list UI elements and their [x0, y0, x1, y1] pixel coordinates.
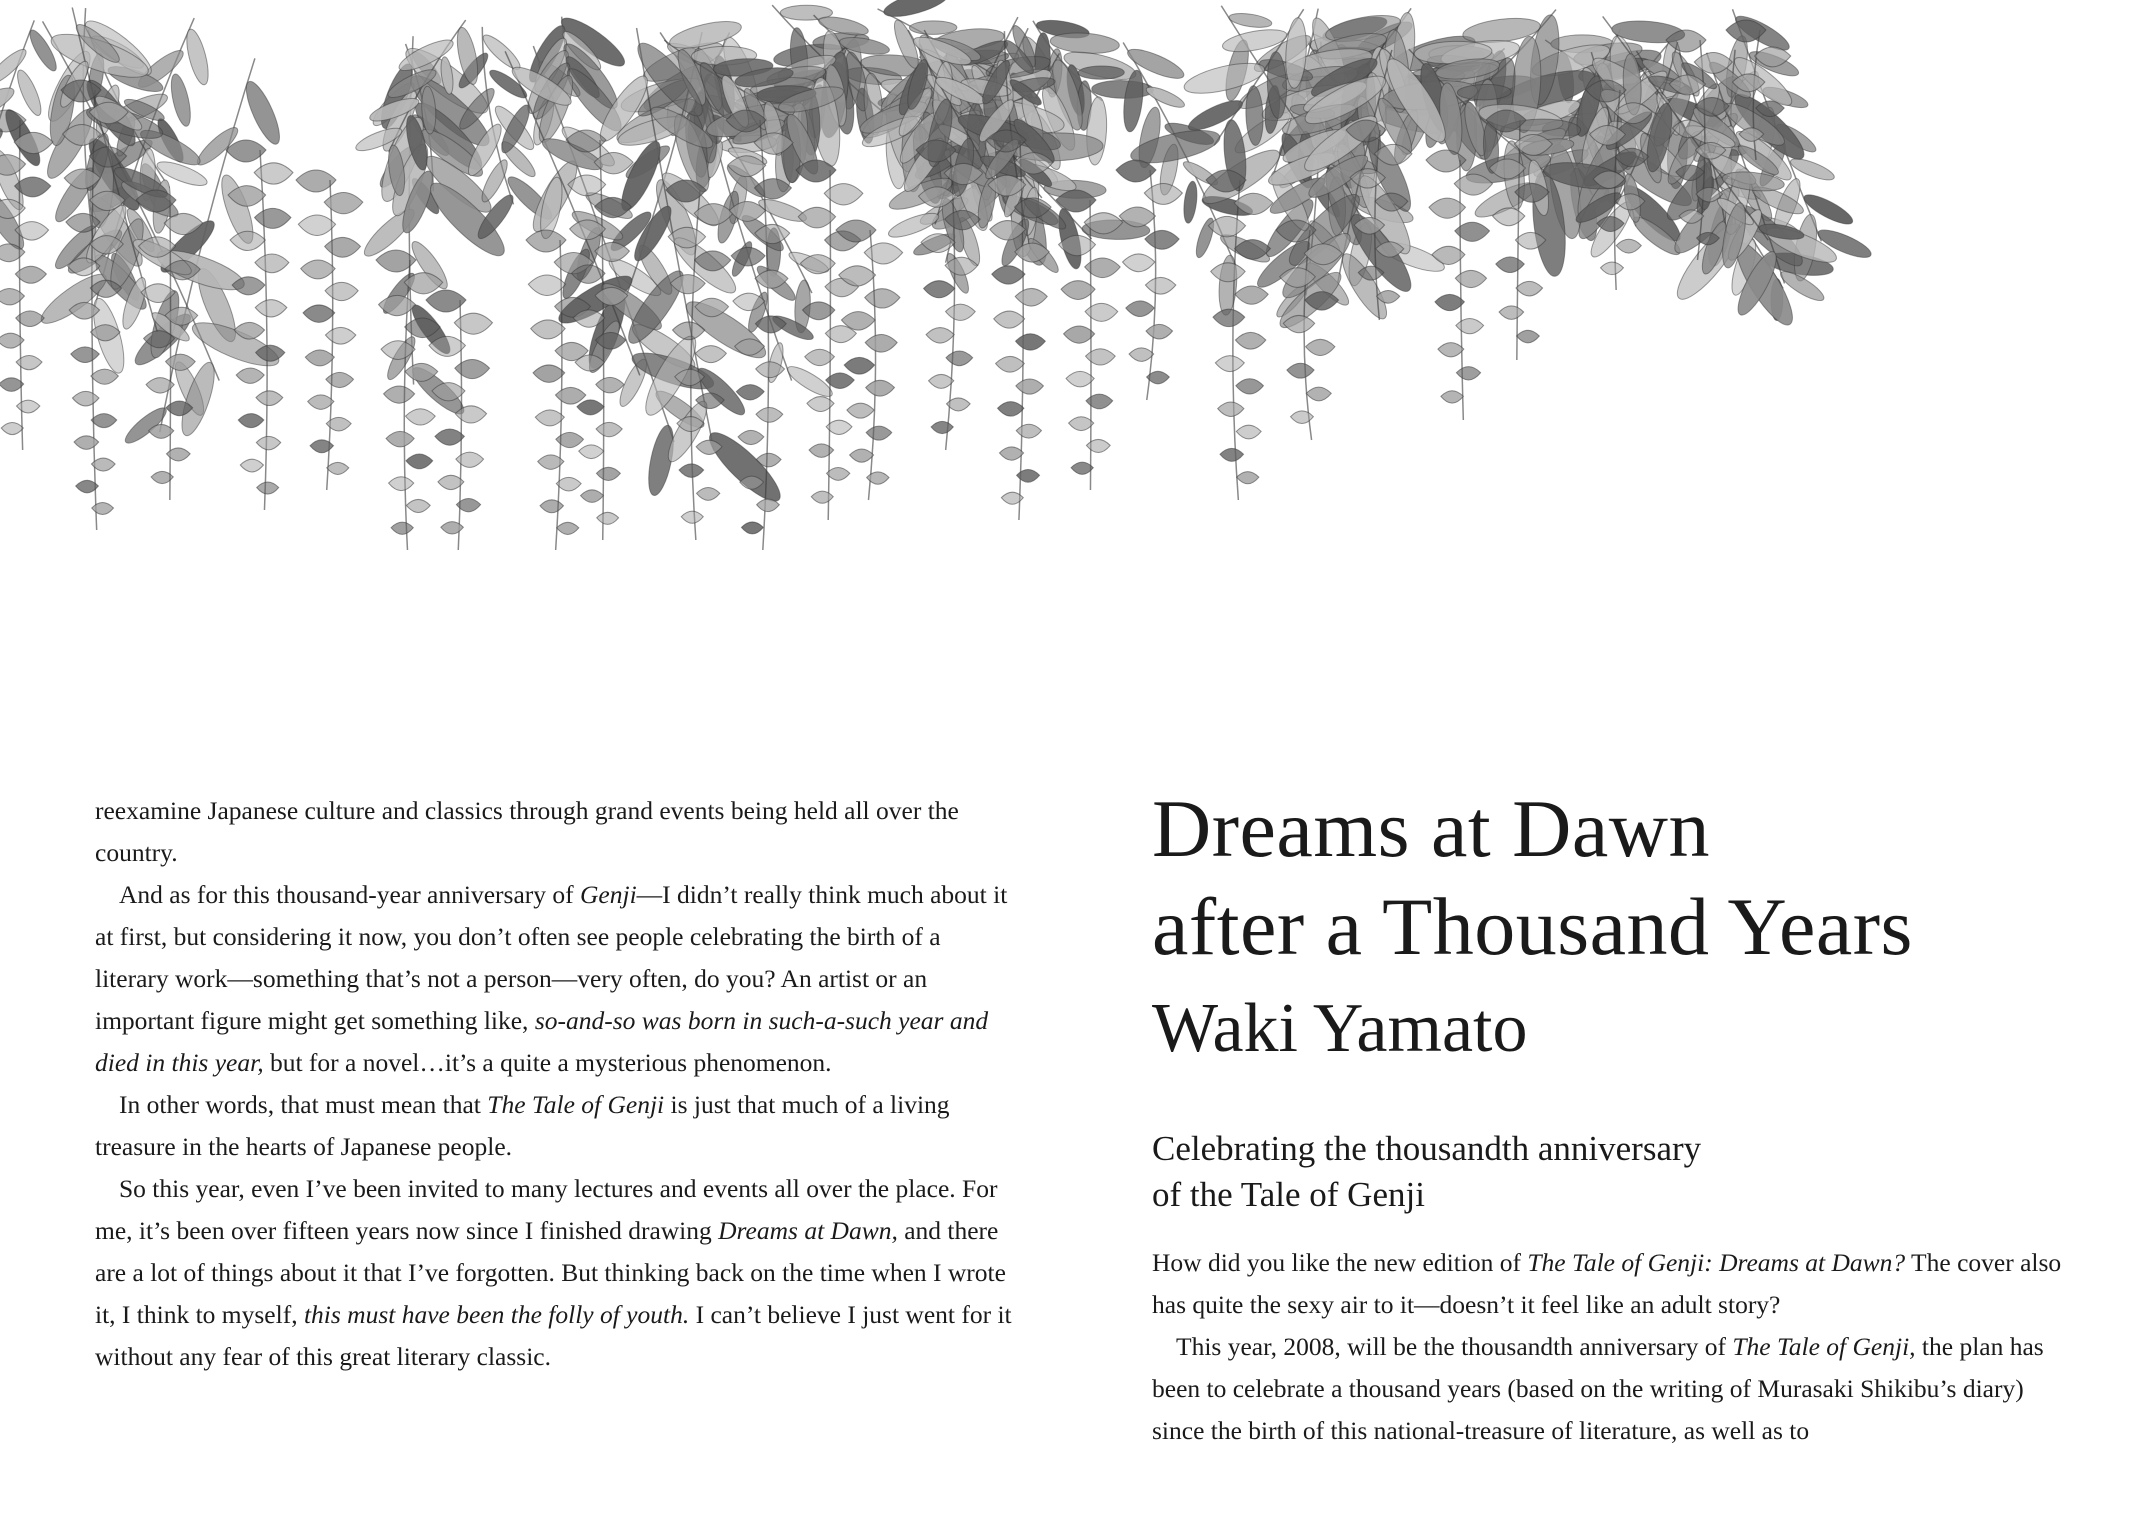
blossom-petal [74, 436, 99, 450]
italic-text: so-and-so was born in such-a-such year and died in this year, [95, 1006, 989, 1077]
blossom-petal [931, 421, 953, 433]
blossom-petal [230, 231, 265, 250]
blossom-petal [308, 395, 334, 409]
blossom-petal [1015, 288, 1047, 306]
blossom-petal [946, 351, 973, 366]
blossom-petal [257, 482, 279, 494]
leaf-shape [1078, 66, 1125, 80]
blossom-petal [681, 511, 703, 523]
blossom-petal [301, 260, 336, 279]
blossom-petal [255, 300, 287, 317]
text-run: In other words, that must mean that [119, 1090, 488, 1119]
leaf-shape [1182, 181, 1199, 224]
leaf-shape [240, 78, 286, 148]
blossom-petal [1218, 402, 1244, 416]
blossom-petal [736, 385, 764, 400]
blossom-petal [1086, 349, 1116, 365]
blossom-petal [1016, 334, 1046, 350]
blossom-petal [255, 254, 289, 273]
blossom-petal [298, 215, 335, 235]
italic-text: Genji [580, 880, 637, 909]
blossom-petal [1208, 216, 1245, 236]
text-run: I can’t believe I just went for it without any fear of this great literary classic. [95, 1300, 1012, 1371]
leaf-shape [182, 27, 212, 87]
wisteria-illustration-icon [0, 0, 2133, 570]
blossom-petal [255, 208, 291, 228]
blossom-petal [929, 374, 954, 388]
blossom-petal [1456, 367, 1480, 380]
blossom-petal [1016, 379, 1044, 394]
blossom-petal [695, 346, 726, 363]
blossom-petal [924, 281, 955, 298]
left-paragraph [95, 1168, 1015, 1378]
blossom-petal [1616, 239, 1641, 253]
text-run: How did you like the new edition of [1152, 1248, 1528, 1277]
blossom-petal [535, 410, 564, 426]
blossom-petal [741, 522, 763, 534]
blossom-petal [577, 400, 604, 415]
text-run: but for a novel…it’s a quite a mysterious phenomenon. [263, 1048, 832, 1077]
essay-author: Waki Yamato [1152, 990, 1528, 1067]
blossom-petal [456, 452, 484, 467]
text-run: And as for this thousand-year anniversary of [119, 880, 580, 909]
blossom-petal [72, 391, 99, 406]
right-column-text [1152, 1242, 2072, 1452]
right-paragraph [1152, 1326, 2072, 1452]
blossom-petal [555, 387, 585, 404]
blossom-petal [1129, 348, 1154, 362]
blossom-petal [1236, 425, 1261, 439]
blossom-petal [238, 414, 264, 428]
blossom-petal [305, 350, 334, 366]
text-run: This year, 2008, will be the thousandth anniversary of [1176, 1332, 1733, 1361]
blossom-petal [864, 243, 902, 264]
blossom-petal [850, 449, 874, 462]
leaf-shape [188, 314, 284, 374]
italic-text: The Tale of Genji, [1732, 1332, 1916, 1361]
blossom-petal [406, 499, 430, 512]
blossom-petal [596, 422, 622, 436]
blossom-petal [1456, 319, 1484, 334]
blossom-petal [581, 490, 604, 503]
text-run: the plan has been to celebrate a thousand years (based on the writing of Murasaki Shikibu’s diary) since the birth of this national-treasure of literature, as well as to [1152, 1332, 2044, 1445]
blossom-petal [391, 522, 413, 534]
blossom-petal [579, 445, 604, 459]
blossom-petal [996, 356, 1025, 372]
blossom-petal [1215, 356, 1244, 372]
blossom-petal [254, 163, 293, 184]
blossom-petal [1435, 294, 1465, 310]
blossom-petal [679, 464, 704, 478]
blossom-petal [1236, 379, 1264, 394]
blossom-petal [71, 347, 99, 363]
blossom-petal [540, 500, 564, 513]
blossom-petal [256, 391, 283, 406]
text-run: So this year, even I’ve been invited to many lectures and events all over the place. For me, it’s been over fifteen years now since I finished drawing [95, 1174, 998, 1245]
italic-text: this must have been the folly of youth. [303, 1300, 690, 1329]
text-run: The cover also has quite the sexy air to it—doesn’t it feel like an adult story? [1152, 1248, 2062, 1319]
blossom-petal [866, 426, 892, 440]
blossom-petal [1306, 387, 1331, 401]
blossom-petal [0, 155, 26, 176]
stem-line [1460, 160, 1463, 420]
blossom-petal [811, 491, 833, 503]
leaf-shape [13, 67, 45, 118]
blossom-petal [926, 328, 954, 344]
blossom-petal [325, 327, 355, 344]
blossom-petal [994, 311, 1025, 328]
blossom-petal [999, 447, 1023, 460]
blossom-petal [1237, 472, 1259, 484]
leaf-shape [26, 27, 61, 74]
blossom-petal [756, 407, 783, 422]
blossom-petal [325, 237, 361, 257]
right-paragraph [1152, 1242, 2072, 1326]
blossom-petal [240, 459, 263, 472]
blossom-petal [0, 378, 24, 392]
blossom-petal [1126, 301, 1154, 317]
leaf-shape [881, 0, 950, 22]
blossom-petal [1064, 326, 1095, 343]
blossom-petal [455, 359, 490, 378]
leaf-shape [1092, 80, 1154, 99]
blossom-petal [946, 304, 976, 320]
left-paragraph [95, 874, 1015, 1084]
text-run: and there are a lot of things about it that I’ve forgotten. But thinking back on the time when I wrote it, I think to myself, [95, 1216, 1006, 1329]
blossom-petal [1516, 281, 1543, 296]
blossom-petal [91, 414, 117, 428]
wisteria-illustration [0, 0, 2133, 570]
blossom-petal [596, 467, 620, 480]
left-column-text [95, 790, 1015, 1378]
blossom-petal [1146, 324, 1173, 339]
blossom-petal [406, 454, 433, 469]
essay-title-line-2: after a Thousand Years [1152, 881, 1913, 972]
essay-title [1152, 780, 2072, 976]
blossom-petal [531, 320, 566, 339]
blossom-petal [406, 409, 436, 425]
leaf-shape [909, 21, 957, 35]
blossom-petal [1211, 263, 1246, 282]
blossom-petal [236, 368, 264, 383]
blossom-petal [844, 357, 874, 374]
blossom-petal [1, 422, 23, 434]
blossom-petal [303, 305, 335, 322]
blossom-petal [16, 400, 39, 413]
blossom-petal [533, 365, 565, 382]
italic-text: Dreams at Dawn, [718, 1216, 898, 1245]
blossom-petal [1213, 309, 1245, 326]
blossom-petal [435, 429, 465, 445]
blossom-petal [384, 386, 415, 403]
blossom-petal [1499, 306, 1524, 320]
blossom-petal [1306, 339, 1335, 355]
blossom-petal [1220, 448, 1244, 461]
blossom-petal [386, 431, 414, 447]
blossom-petal [256, 436, 280, 449]
italic-text: The Tale of Genji [487, 1090, 665, 1119]
blossom-petal [1496, 257, 1524, 273]
blossom-petal [596, 377, 624, 393]
blossom-petal [0, 289, 24, 305]
leaf-shape [167, 72, 194, 127]
right-column [1152, 780, 2072, 1452]
blossom-petal [1066, 371, 1094, 387]
text-run: reexamine Japanese culture and classics through grand events being held all over the country. [95, 796, 959, 867]
blossom-petal [327, 462, 349, 474]
essay-subtitle-line-2: of the Tale of Genji [1152, 1175, 1425, 1214]
blossom-petal [326, 372, 354, 387]
blossom-petal [1287, 363, 1314, 378]
blossom-petal [738, 430, 764, 444]
stem-line [458, 300, 461, 550]
blossom-petal [1144, 183, 1182, 204]
blossom-petal [865, 289, 900, 308]
blossom-petal [528, 275, 565, 295]
blossom-petal [1235, 286, 1268, 304]
blossom-petal [847, 403, 874, 418]
blossom-petal [1145, 230, 1179, 249]
essay-subtitle-line-1: Celebrating the thousandth anniversary [1152, 1129, 1702, 1168]
italic-text: The Tale of Genji: Dreams at Dawn? [1527, 1248, 1906, 1277]
blossom-petal [1069, 417, 1094, 431]
essay-title-line-1: Dreams at Dawn [1152, 783, 1711, 874]
blossom-petal [1517, 330, 1540, 342]
blossom-petal [1145, 277, 1175, 294]
blossom-petal [865, 335, 897, 353]
blossom-petal [1601, 262, 1624, 275]
blossom-petal [1016, 424, 1041, 438]
blossom-petal [696, 487, 719, 500]
blossom-petal [992, 266, 1025, 284]
blossom-petal [1123, 254, 1155, 272]
blossom-petal [826, 467, 849, 480]
essay-subtitle [1152, 1126, 2072, 1218]
blossom-petal [866, 380, 895, 396]
left-paragraph [95, 790, 1015, 874]
blossom-petal [1085, 303, 1118, 321]
blossom-petal [325, 282, 358, 300]
blossom-petal [557, 522, 579, 534]
left-paragraph [95, 1084, 1015, 1168]
blossom-petal [1441, 391, 1464, 403]
text-run: —I didn’t really think much about it at first, but considering it now, you don’t often see people celebrating the birth of a literary work—something that’s not a person—very often, do you? An artist or an important figure might get something like, [95, 880, 1008, 1035]
blossom-petal [389, 477, 414, 491]
leaf-shape [1144, 83, 1187, 111]
text-run: is just that much of a living treasure in the hearts of Japanese people. [95, 1090, 950, 1161]
blossom-petal [998, 402, 1024, 417]
blossom-petal [597, 512, 619, 524]
blossom-petal [1086, 394, 1113, 409]
blossom-petal [1438, 343, 1464, 357]
blossom-petal [1235, 332, 1265, 349]
